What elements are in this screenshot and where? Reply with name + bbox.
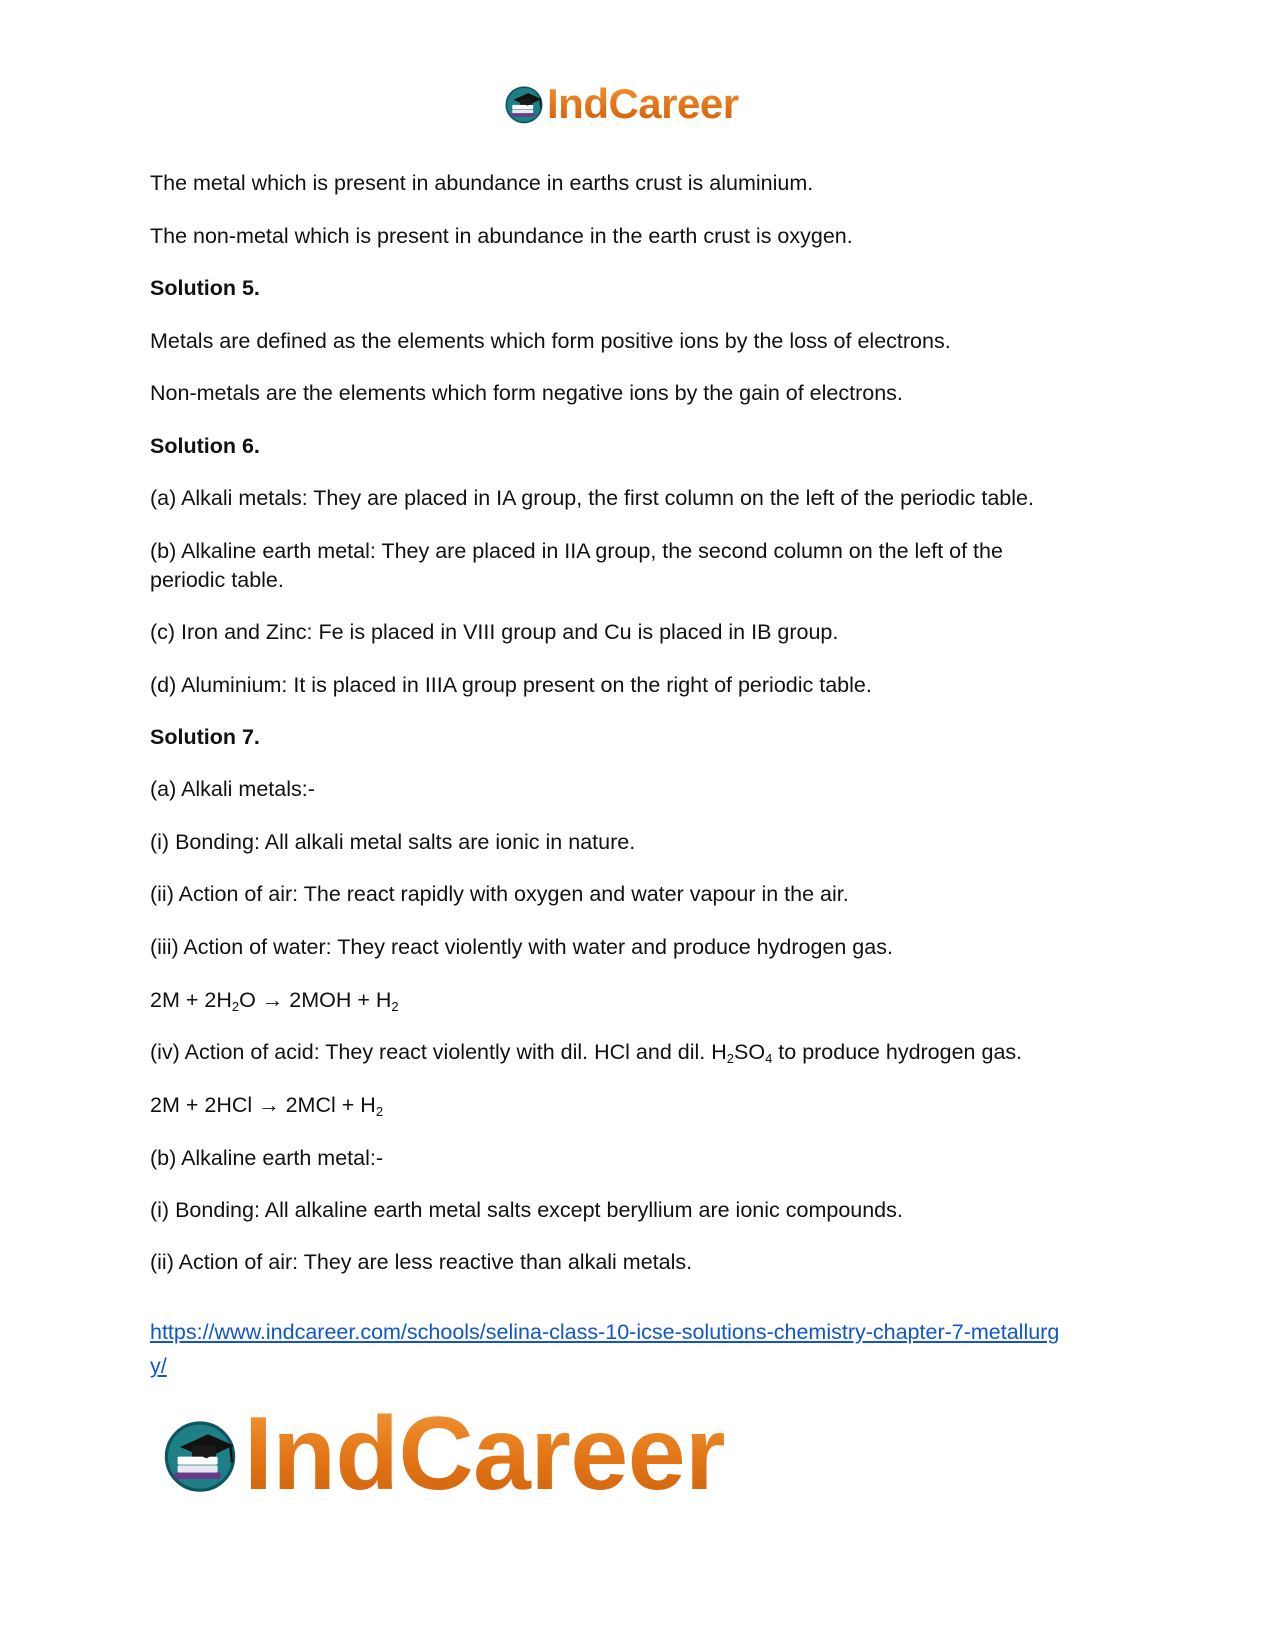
logo-wordmark: IndCareer <box>547 80 739 127</box>
solution-heading: Solution 5. <box>150 276 260 300</box>
paragraph: (ii) Action of air: The react rapidly with oxygen and water vapour in the air. <box>150 882 849 906</box>
source-link-continuation[interactable]: y/ <box>150 1354 167 1378</box>
paragraph: (d) Aluminium: It is placed in IIIA group present on the right of periodic table. <box>150 673 872 697</box>
chemical-equation: $2M + 2H_2O \to 2MOH + H_2$ <box>150 988 399 1014</box>
paragraph: (ii) Action of air: They are less reactive than alkali metals. <box>150 1250 693 1274</box>
paragraph: (iv) Action of acid: They react violently with dil. HCl and dil. $H_2SO_4$ to produce hydrogen gas. <box>150 1040 1023 1066</box>
solution-heading: Solution 6. <box>150 434 260 458</box>
paragraph: (c) Iron and Zinc: Fe is placed in VIII group and Cu is placed in IB group. <box>150 620 839 644</box>
paragraph: (iii) Action of water: They react violently with water and produce hydrogen gas. <box>150 935 893 959</box>
graduation-book-icon <box>160 1415 240 1495</box>
chemical-equation: $2M + 2HCl \to 2MCl + H_2$ <box>150 1093 384 1119</box>
paragraph: (a) Alkali metals: They are placed in IA group, the first column on the left of the periodic table. <box>150 486 1034 510</box>
solution-heading: Solution 7. <box>150 725 260 749</box>
paragraph-continuation: periodic table. <box>150 568 284 592</box>
graduation-book-icon <box>503 83 545 125</box>
paragraph: (i) Bonding: All alkali metal salts are ionic in nature. <box>150 830 636 854</box>
paragraph: (b) Alkaline earth metal: They are placed in IIA group, the second column on the left of the <box>150 539 1003 563</box>
paragraph: Non-metals are the elements which form negative ions by the gain of electrons. <box>150 381 903 405</box>
paragraph: (a) Alkali metals:- <box>150 777 315 801</box>
paragraph: (b) Alkaline earth metal:- <box>150 1146 384 1170</box>
logo-wordmark: IndCareer <box>244 1396 726 1512</box>
header-logo <box>503 80 739 128</box>
paragraph: Metals are defined as the elements which form positive ions by the loss of electrons. <box>150 329 951 353</box>
source-link[interactable]: https://www.indcareer.com/schools/selina-class-10-icse-solutions-chemistry-chapter-7-metallurg <box>150 1320 1060 1344</box>
paragraph: The non-metal which is present in abundance in the earth crust is oxygen. <box>150 224 853 248</box>
paragraph: (i) Bonding: All alkaline earth metal salts except beryllium are ionic compounds. <box>150 1198 903 1222</box>
paragraph: The metal which is present in abundance in earths crust is aluminium. <box>150 171 814 195</box>
footer-logo <box>160 1395 725 1514</box>
